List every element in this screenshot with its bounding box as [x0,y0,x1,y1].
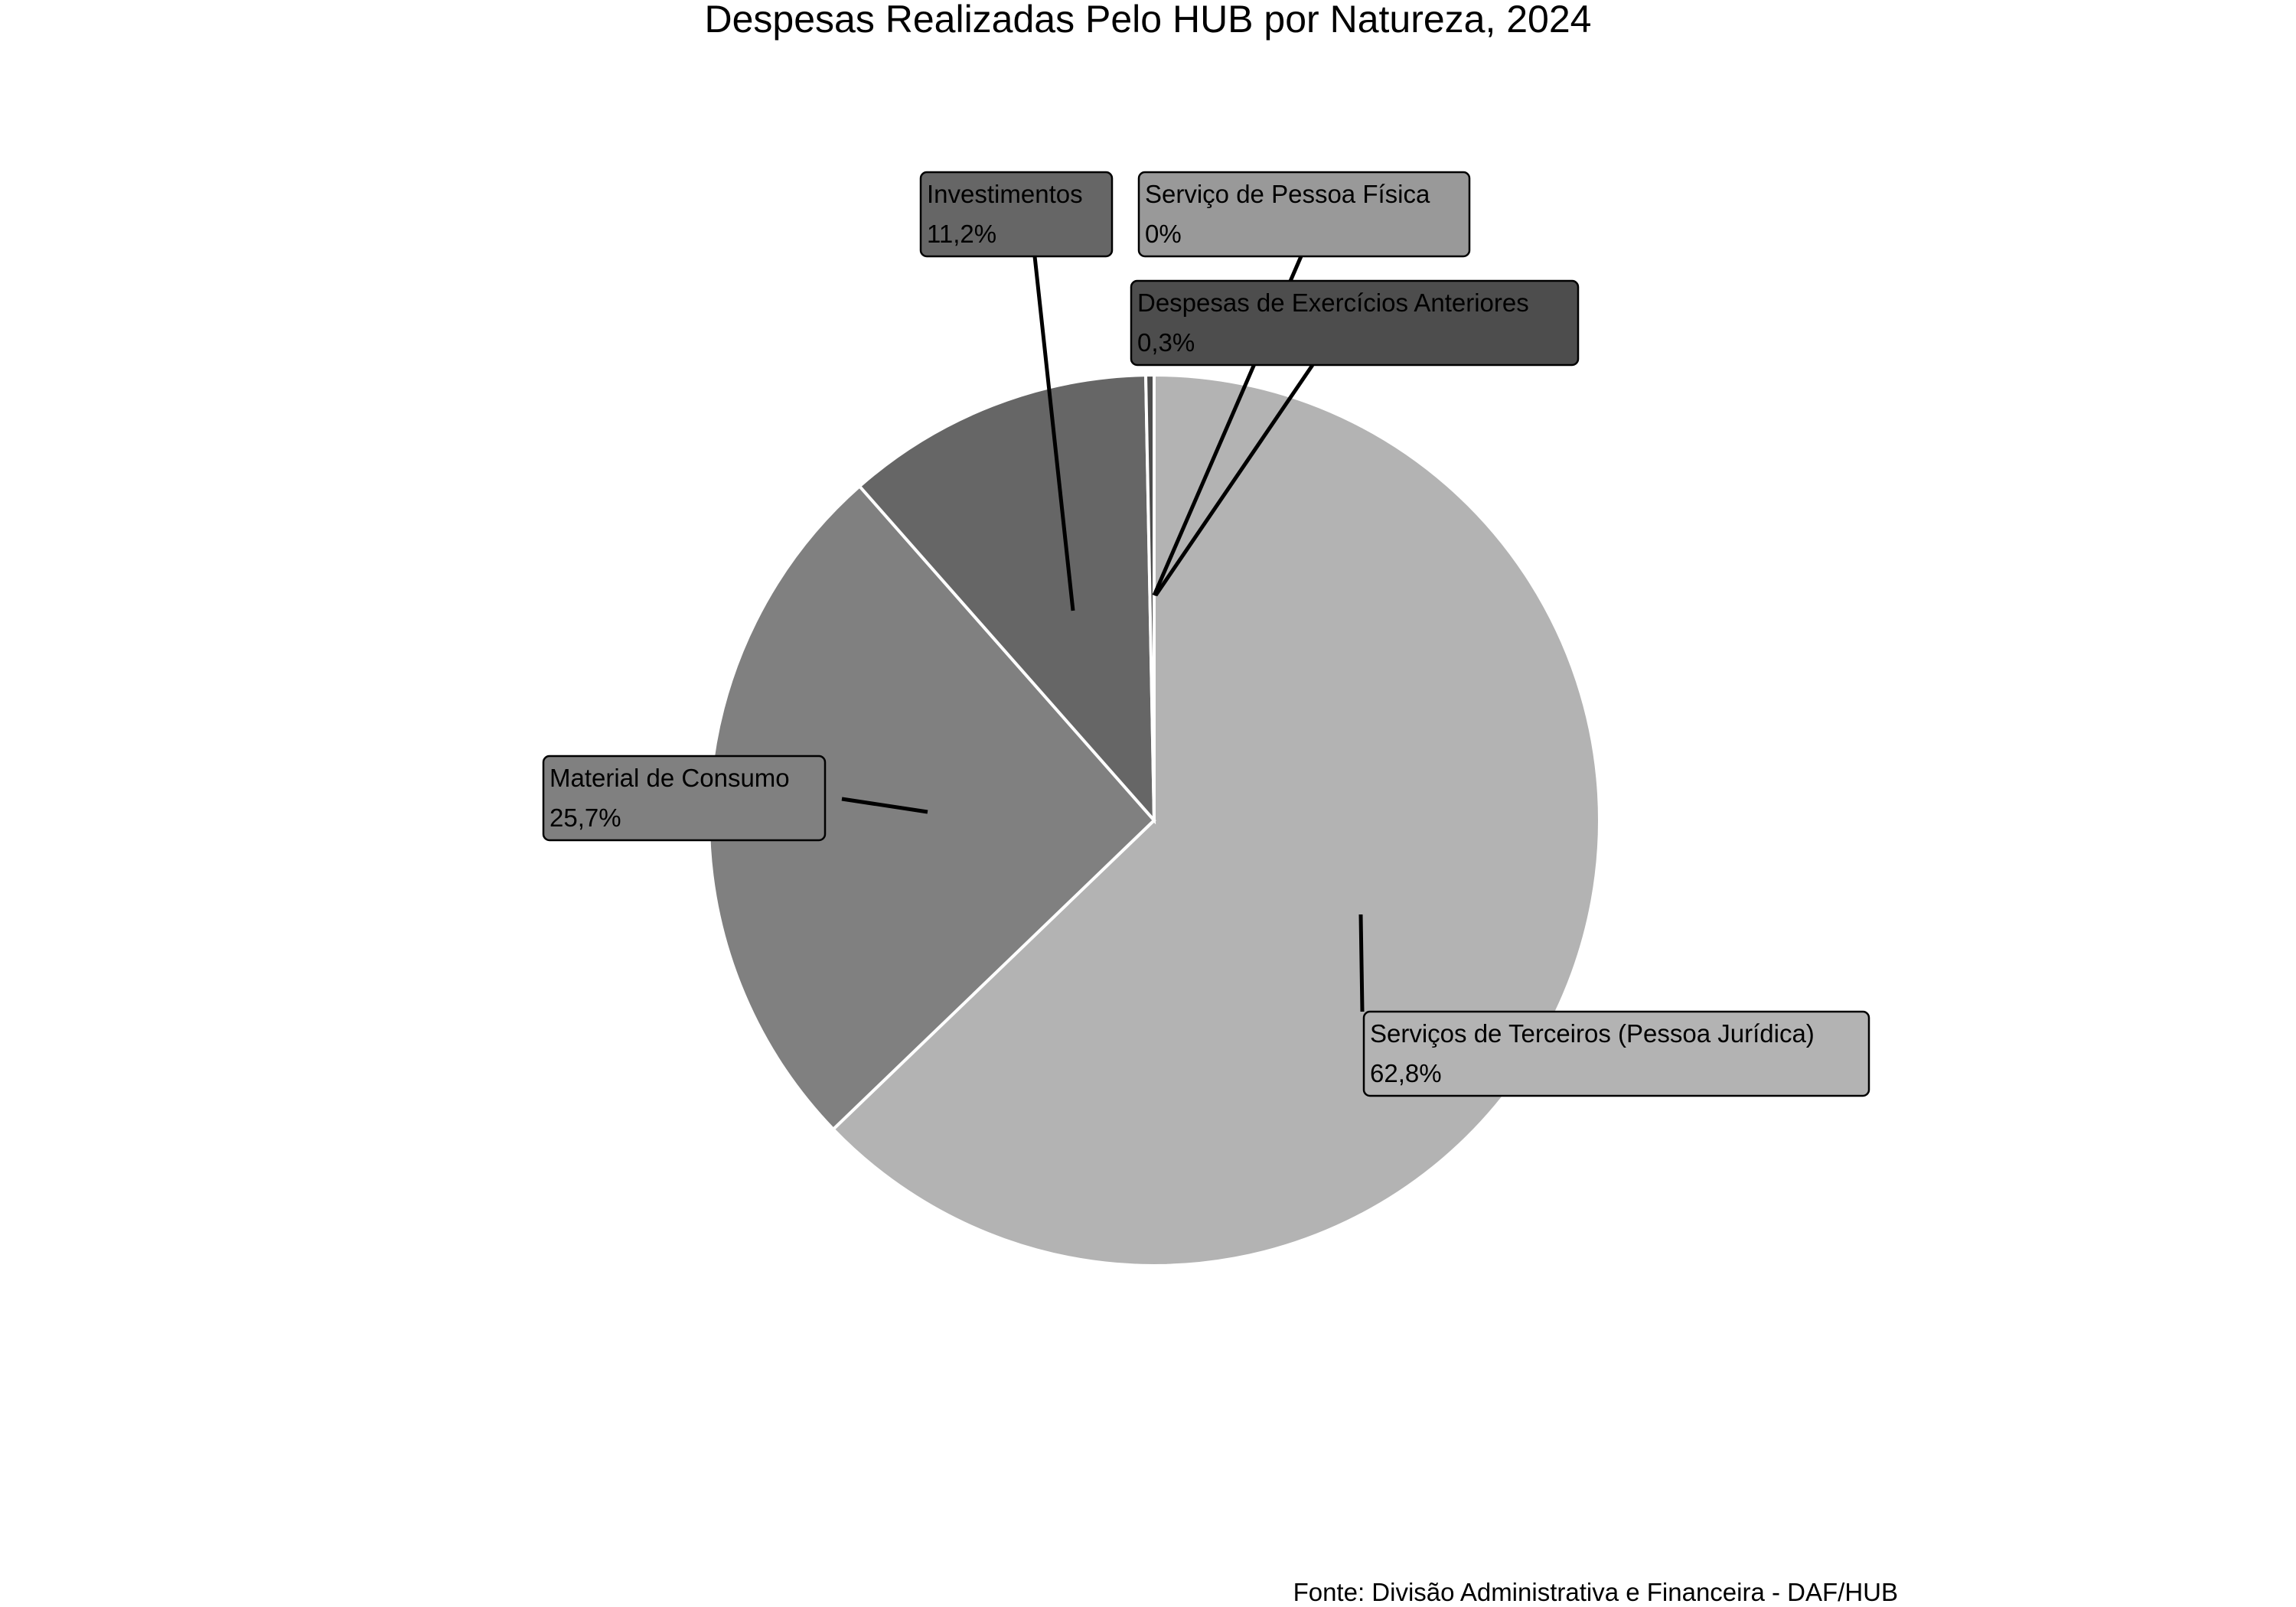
slice-label-value: 11,2% [927,220,997,248]
chart-title: Despesas Realizadas Pelo HUB por Natureza, 2024 [704,0,1592,41]
pie-slices [709,375,1600,1266]
slice-label-value: 0% [1145,220,1182,248]
slice-label-name: Serviço de Pessoa Física [1145,180,1430,208]
leader-line [1361,914,1362,1012]
slice-label-value: 25,7% [550,804,621,832]
slice-label-value: 0,3% [1137,328,1195,357]
slice-label-name: Despesas de Exercícios Anteriores [1137,288,1529,317]
source-note: Fonte: Divisão Administrativa e Financeira - DAF/HUB [1293,1578,1898,1606]
slice-label [1139,172,1469,256]
slice-label [1131,281,1578,365]
slice-label [921,172,1112,256]
slice-label-name: Material de Consumo [550,764,790,792]
slice-label-name: Investimentos [927,180,1083,208]
slice-label [543,756,825,840]
slice-label [1364,1012,1869,1096]
slice-label-value: 62,8% [1370,1059,1442,1087]
slice-label-name: Serviços de Terceiros (Pessoa Jurídica) [1370,1019,1815,1048]
